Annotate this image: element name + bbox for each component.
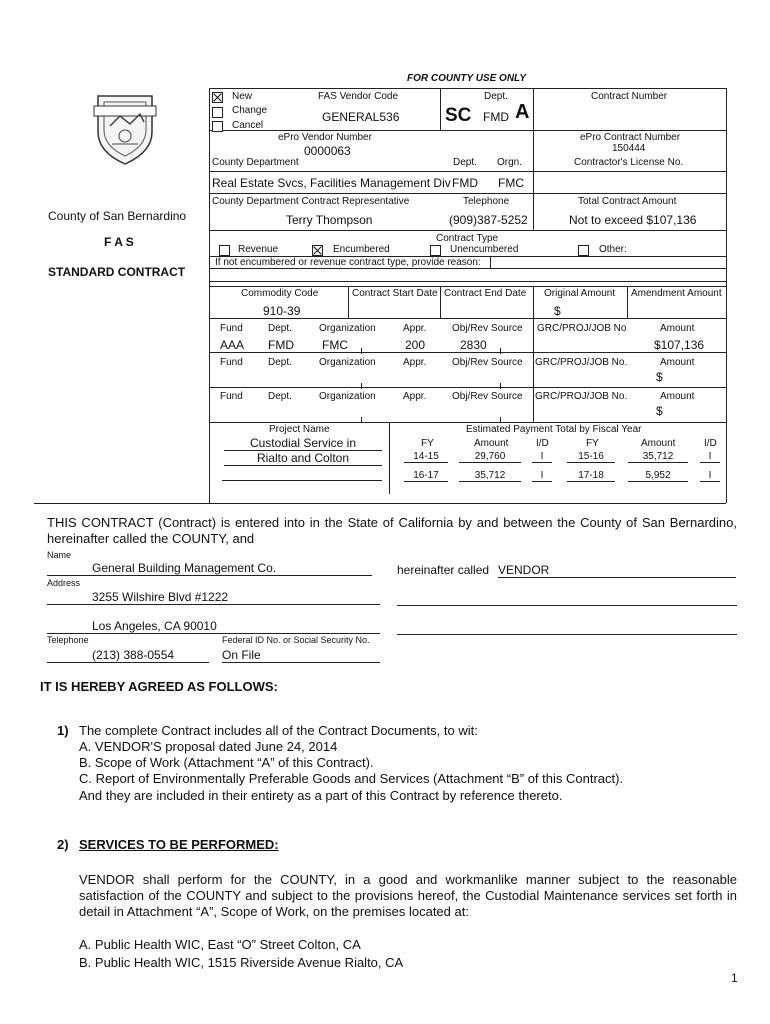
- row1-appr: 200: [405, 338, 426, 352]
- epro-contract-number-label: ePro Contract Number: [580, 132, 681, 143]
- other-checkbox[interactable]: [578, 245, 589, 256]
- grc-label-3: GRC/PROJ/JOB No.: [535, 391, 628, 402]
- new-checkbox[interactable]: [212, 92, 223, 103]
- intro-paragraph: THIS CONTRACT (Contract) is entered into in the State of California by and between the County of San Bernardino, hereinafter called the COUNTY, and: [47, 515, 737, 546]
- change-checkbox[interactable]: [212, 107, 223, 118]
- row3-amount: $: [656, 404, 663, 418]
- end-date-label: Contract End Date: [444, 288, 527, 299]
- address-line-1: 3255 Wilshire Blvd #1222: [47, 590, 380, 605]
- epro-vendor-number-label: ePro Vendor Number: [278, 132, 372, 143]
- dept-abbr: F A S: [104, 235, 134, 249]
- address-extra-line-1: [397, 605, 737, 606]
- obj-rev-label-2: Obj/Rev Source: [452, 357, 523, 368]
- a-code: A: [515, 101, 530, 123]
- row1-amount: $107,136: [654, 338, 705, 352]
- contract-type-label: Contract Type: [436, 233, 499, 244]
- telephone-body: (213) 388-0554: [47, 648, 209, 663]
- obj-rev-label-1: Obj/Rev Source: [452, 323, 523, 334]
- dept-value-2: FMD: [452, 176, 478, 190]
- fy-row1-fy2: 15-16: [567, 451, 615, 463]
- fy-row1-amt2: 35,712: [628, 451, 688, 463]
- project-name-line-3: [222, 480, 382, 481]
- unencumbered-checkbox[interactable]: [430, 245, 441, 256]
- reason-label: If not encumbered or revenue contract type, provide reason:: [215, 257, 481, 268]
- fas-vendor-code-label: FAS Vendor Code: [318, 91, 399, 102]
- project-name-label: Project Name: [269, 424, 330, 435]
- row1-org: FMC: [322, 338, 348, 352]
- fedid: On File: [222, 648, 380, 663]
- contract-number-label: Contract Number: [591, 91, 668, 102]
- address-label: Address: [47, 578, 81, 588]
- fy-row1-fy1: 14-15: [404, 451, 448, 463]
- row1-obj: 2830: [460, 338, 487, 352]
- contractor-license-label: Contractor's License No.: [574, 157, 684, 168]
- fy-label-1: FY: [421, 438, 434, 449]
- revenue-label: Revenue: [238, 244, 279, 255]
- fy-row2-amt2: 5,952: [628, 470, 688, 482]
- fy-row2-id1: I: [532, 470, 552, 482]
- grc-label-2: GRC/PROJ/JOB No.: [535, 357, 628, 368]
- row1-dept: FMD: [268, 338, 294, 352]
- telephone-label-body: Telephone: [47, 635, 89, 645]
- fy-label-2: FY: [586, 438, 599, 449]
- fy-row1-id2: I: [700, 451, 720, 463]
- county-seal-icon: [90, 86, 160, 166]
- start-date-label: Contract Start Date: [352, 288, 438, 299]
- original-amount-label: Original Amount: [544, 288, 616, 299]
- organization-label-2: Organization: [319, 357, 376, 368]
- total-amount: Not to exceed $107,136: [569, 213, 697, 227]
- section-1-item-c: C. Report of Environmentally Preferable Goods and Services (Attachment “B” of this Contract).: [79, 771, 624, 786]
- fas-vendor-code: GENERAL536: [322, 110, 400, 124]
- page-number: 1: [731, 971, 738, 985]
- new-label: New: [232, 91, 253, 102]
- dept-label-r1: Dept.: [268, 323, 292, 334]
- commodity-code: 910-39: [263, 304, 301, 318]
- id-label-2: I/D: [704, 438, 717, 449]
- id-label-1: I/D: [536, 438, 549, 449]
- organization-label-1: Organization: [319, 323, 376, 334]
- other-label: Other:: [599, 244, 627, 255]
- amount-label-fy1: Amount: [474, 438, 509, 449]
- row1-fund: AAA: [220, 338, 245, 352]
- section-2-text: VENDOR shall perform for the COUNTY, in a good and workmanlike manner subject to the reasonable satisfaction of the COUNTY and subject to the provisions hereof, the Custodial Maintenance services set forth in detail in Attachment “A”, Scope of Work, on the premises located at:: [79, 872, 737, 919]
- telephone: (909)387-5252: [449, 213, 528, 227]
- est-payment-label: Estimated Payment Total by Fiscal Year: [466, 424, 642, 435]
- section-1-text: The complete Contract includes all of the Contract Documents, to wit:: [79, 723, 478, 738]
- fy-row2-amt1: 35,712: [459, 470, 521, 482]
- orgn-label: Orgn.: [497, 157, 523, 168]
- agreed-heading: IT IS HEREBY AGREED AS FOLLOWS:: [40, 679, 278, 694]
- section-1-closing: And they are included in their entirety as a part of this Contract by reference thereto.: [79, 788, 563, 803]
- telephone-label: Telephone: [463, 196, 510, 207]
- section-1-number: 1): [57, 723, 69, 738]
- fy-row1-id1: I: [532, 451, 552, 463]
- fund-label-2: Fund: [220, 357, 243, 368]
- encumbered-label: Encumbered: [333, 244, 390, 255]
- contract-title: STANDARD CONTRACT: [48, 265, 186, 279]
- dept-value: FMD: [483, 110, 509, 124]
- sc-code: SC: [445, 105, 472, 126]
- vendor-name: General Building Management Co.: [47, 561, 372, 576]
- fy-row2-fy2: 17-18: [567, 470, 615, 482]
- appr-label-3: Appr.: [403, 391, 427, 402]
- revenue-checkbox[interactable]: [219, 245, 230, 256]
- cancel-label: Cancel: [232, 120, 264, 131]
- rep-label: County Department Contract Representative: [212, 196, 410, 207]
- encumbered-checkbox[interactable]: [312, 245, 323, 256]
- vendor-word: VENDOR: [498, 563, 736, 578]
- project-name-1: Custodial Service in: [224, 436, 382, 451]
- commodity-code-label: Commodity Code: [241, 288, 319, 299]
- obj-rev-label-3: Obj/Rev Source: [452, 391, 523, 402]
- project-name-2: Rialto and Colton: [224, 451, 382, 466]
- section-2-number: 2): [57, 837, 69, 852]
- address-line-2: Los Angeles, CA 90010: [47, 619, 380, 634]
- fund-label-1: Fund: [220, 323, 243, 334]
- appr-label-1: Appr.: [403, 323, 427, 334]
- change-label: Change: [232, 105, 268, 116]
- location-b: B. Public Health WIC, 1515 Riverside Avenue Rialto, CA: [79, 955, 404, 970]
- orgn-value: FMC: [498, 176, 524, 190]
- total-amount-label: Total Contract Amount: [578, 196, 677, 207]
- amount-label-2: Amount: [660, 357, 695, 368]
- fund-label-3: Fund: [220, 391, 243, 402]
- organization-label-3: Organization: [319, 391, 376, 402]
- cancel-checkbox[interactable]: [212, 121, 223, 132]
- epro-contract-number: 150444: [612, 143, 646, 154]
- dept-label-r3: Dept.: [268, 391, 292, 402]
- fedid-label: Federal ID No. or Social Security No.: [222, 635, 370, 645]
- for-county-use-only: FOR COUNTY USE ONLY: [407, 73, 527, 84]
- name-label: Name: [47, 550, 72, 560]
- location-a: A. Public Health WIC, East “O” Street Colton, CA: [79, 937, 361, 952]
- rep-name: Terry Thompson: [286, 213, 373, 227]
- fy-row1-amt1: 29,760: [459, 451, 521, 463]
- appr-label-2: Appr.: [403, 357, 427, 368]
- grc-label-1: GRC/PROJ/JOB No: [537, 323, 627, 334]
- section-2-title: SERVICES TO BE PERFORMED:: [79, 837, 279, 852]
- epro-vendor-number: 0000063: [304, 144, 351, 158]
- amount-label-3: Amount: [660, 391, 695, 402]
- section-1-item-a: A. VENDOR'S proposal dated June 24, 2014: [79, 739, 338, 754]
- amendment-amount-label: Amendment Amount: [631, 288, 722, 299]
- original-amount: $: [554, 304, 561, 318]
- dept-label-r2: Dept.: [268, 357, 292, 368]
- county-department: Real Estate Svcs, Facilities Management Div: [212, 176, 451, 190]
- section-1-item-b: B. Scope of Work (Attachment “A” of this Contract).: [79, 755, 374, 770]
- fy-row2-id2: I: [700, 470, 720, 482]
- row2-amount: $: [656, 370, 663, 384]
- unencumbered-label: Unencumbered: [450, 244, 519, 255]
- dept-label-2: Dept.: [453, 157, 477, 168]
- org-name: County of San Bernardino: [48, 209, 187, 223]
- fy-row2-fy1: 16-17: [404, 470, 448, 482]
- dept-label: Dept.: [484, 91, 508, 102]
- address-extra-line-2: [397, 634, 737, 635]
- county-department-label: County Department: [212, 157, 299, 168]
- amount-label-1: Amount: [660, 323, 695, 334]
- hereinafter-text: hereinafter called: [397, 563, 490, 577]
- amount-label-fy2: Amount: [641, 438, 676, 449]
